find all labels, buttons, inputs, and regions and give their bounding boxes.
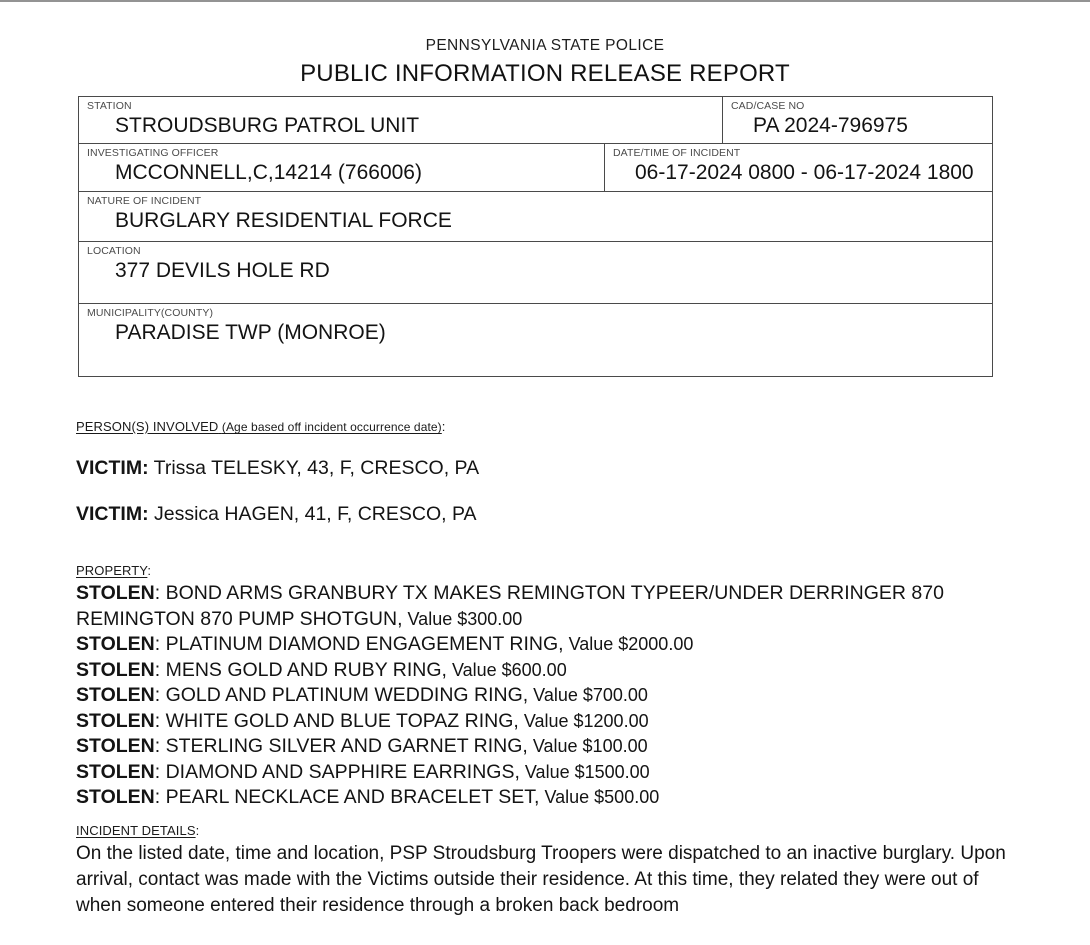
field-date-time-of-incident	[605, 144, 992, 191]
person-role: VICTIM:	[76, 457, 149, 479]
persons-involved-heading-colon: :	[441, 419, 446, 434]
person-role: VICTIM:	[76, 503, 149, 525]
field-investigating-officer	[79, 144, 605, 191]
property-value: Value $1200.00	[518, 710, 649, 731]
table-row-nature	[79, 192, 992, 242]
table-row-location	[79, 242, 992, 304]
property-value: Value $700.00	[528, 685, 648, 705]
field-label-location: LOCATION	[87, 245, 141, 257]
field-value-station: STROUDSBURG PATROL UNIT	[115, 114, 420, 137]
incident-info-table	[78, 96, 993, 377]
persons-involved-heading-note-text: (Age based off incident occurrence date)	[221, 420, 442, 434]
property-status: STOLEN	[76, 684, 155, 706]
property-status: STOLEN	[76, 582, 155, 604]
person-entry	[76, 502, 1016, 526]
property-value: Value $1500.00	[519, 761, 650, 782]
page-title: PUBLIC INFORMATION RELEASE REPORT	[300, 60, 790, 87]
field-nature-of-incident	[79, 192, 992, 241]
field-label-municipality-county: MUNICIPALITY(COUNTY)	[87, 307, 214, 319]
incident-details-heading-text: INCIDENT DETAILS	[76, 822, 196, 838]
property-list	[76, 581, 1016, 811]
property-status: STOLEN	[76, 633, 155, 655]
property-description: : WHITE GOLD AND BLUE TOPAZ RING,	[154, 709, 519, 732]
property-value: Value $500.00	[539, 787, 660, 807]
property-value: Value $2000.00	[563, 634, 694, 654]
property-value: Value $300.00	[402, 608, 523, 629]
scan-edge-line	[0, 0, 1090, 2]
field-value-municipality-county: PARADISE TWP (MONROE)	[115, 321, 386, 344]
incident-details-heading-colon: :	[195, 822, 200, 838]
field-label-investigating-officer: INVESTIGATING OFFICER	[87, 147, 219, 159]
property-item	[76, 683, 1016, 709]
report-header	[0, 36, 1090, 89]
property-description: : DIAMOND AND SAPPHIRE EARRINGS,	[154, 760, 520, 783]
property-status: STOLEN	[76, 709, 155, 732]
person-entry	[76, 456, 1016, 480]
property-value: Value $100.00	[527, 736, 648, 756]
incident-details-heading	[76, 822, 1016, 840]
property-item	[76, 581, 1016, 632]
field-station	[79, 97, 723, 143]
property-status: STOLEN	[76, 786, 155, 808]
property-description: : STERLING SILVER AND GARNET RING,	[154, 735, 528, 757]
table-row-officer	[79, 144, 992, 192]
property-item	[76, 658, 1016, 684]
property-item	[76, 734, 1016, 760]
property-item	[76, 632, 1016, 658]
property-status: STOLEN	[76, 760, 155, 783]
property-item	[76, 785, 1016, 811]
field-label-station: STATION	[87, 100, 132, 112]
field-value-investigating-officer: MCCONNELL,C,14214 (766006)	[115, 161, 422, 184]
field-cad-case-no	[723, 97, 992, 143]
persons-involved-heading-main: PERSON(S) INVOLVED	[76, 419, 219, 434]
field-value-nature-of-incident: BURGLARY RESIDENTIAL FORCE	[115, 209, 452, 232]
table-row-municipality	[79, 304, 992, 376]
property-description: : PLATINUM DIAMOND ENGAGEMENT RING,	[154, 633, 564, 655]
person-details: Jessica HAGEN, 41, F, CRESCO, PA	[148, 503, 477, 525]
property-description: : GOLD AND PLATINUM WEDDING RING,	[154, 684, 529, 706]
property-description: : MENS GOLD AND RUBY RING,	[154, 658, 447, 681]
field-label-cad-case-no: CAD/CASE NO	[731, 100, 805, 112]
field-label-date-time-of-incident: DATE/TIME OF INCIDENT	[613, 147, 741, 159]
field-value-date-time-of-incident: 06-17-2024 0800 - 06-17-2024 1800	[635, 161, 974, 184]
property-description: : BOND ARMS GRANBURY TX MAKES REMINGTON TYPEER/UNDER DERRINGER 870 REMINGTON 870 PUMP SHOTGUN,	[76, 582, 944, 630]
agency-name: PENNSYLVANIA STATE POLICE	[425, 37, 665, 54]
field-value-cad-case-no: PA 2024-796975	[753, 114, 908, 137]
property-value: Value $600.00	[446, 659, 567, 680]
property-description: : PEARL NECKLACE AND BRACELET SET,	[154, 786, 540, 808]
property-item	[76, 709, 1016, 735]
field-label-nature-of-incident: NATURE OF INCIDENT	[87, 195, 202, 207]
table-row-station	[79, 97, 992, 144]
field-location	[79, 242, 992, 303]
incident-narrative: On the listed date, time and location, PSP Stroudsburg Troopers were dispatched to an inactive burglary. Upon arrival, contact was made with the Victims outside their residence. At this time, they related they were out of when someone entered their residence through a broken back bedroom	[76, 842, 1006, 916]
property-status: STOLEN	[76, 658, 155, 681]
property-heading	[76, 562, 1016, 580]
persons-involved-heading	[76, 418, 1016, 436]
report-body	[76, 418, 1016, 919]
property-item	[76, 760, 1016, 786]
property-heading-colon: :	[147, 563, 152, 578]
property-heading-text: PROPERTY	[76, 563, 148, 578]
person-details: Trissa TELESKY, 43, F, CRESCO, PA	[148, 457, 480, 479]
property-status: STOLEN	[76, 735, 155, 757]
field-municipality-county	[79, 304, 992, 376]
field-value-location: 377 DEVILS HOLE RD	[115, 259, 330, 282]
